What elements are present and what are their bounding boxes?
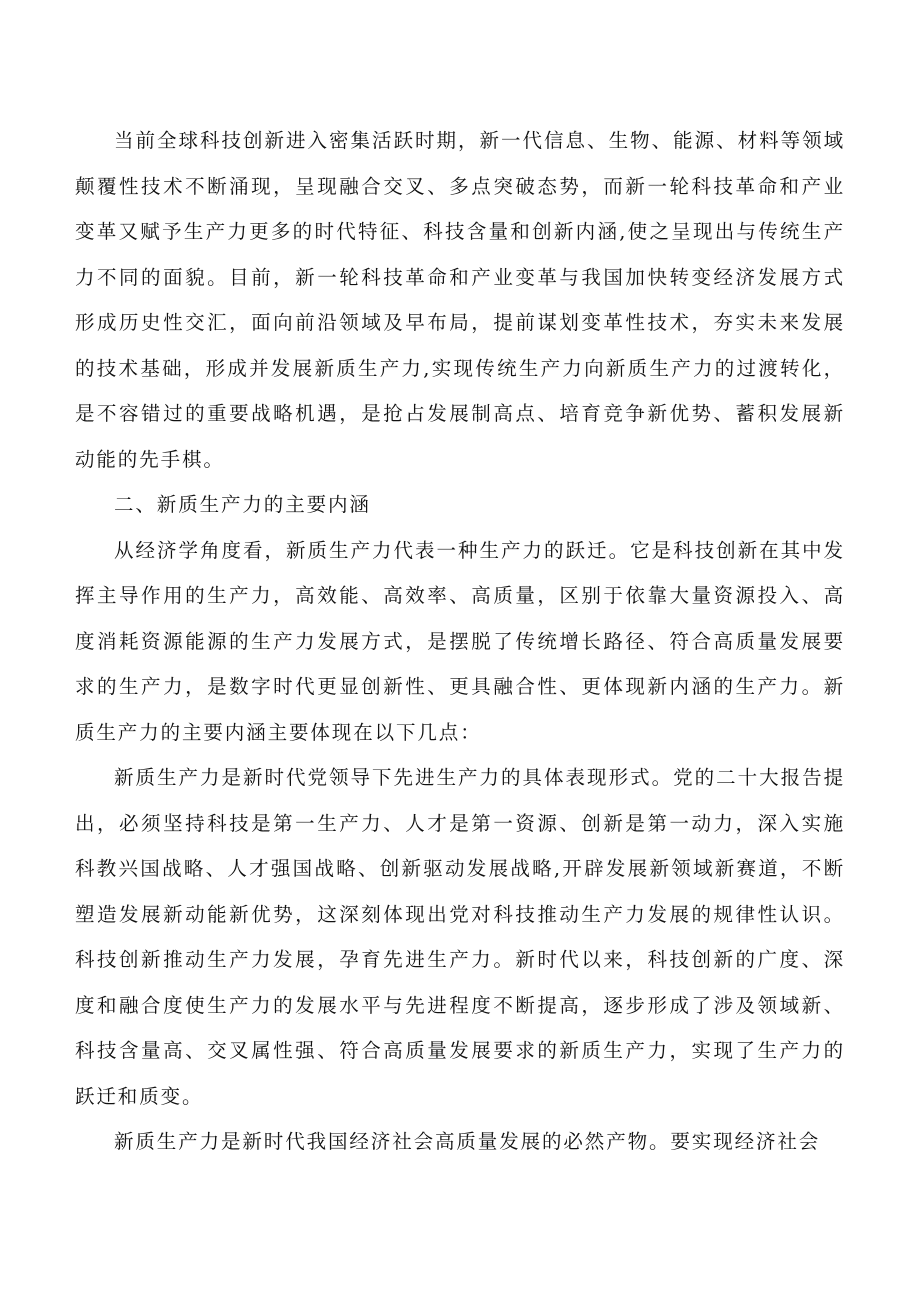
paragraph-1: 当前全球科技创新进入密集活跃时期，新一代信息、生物、能源、材料等领域颠覆性技术不断涌现，呈现融合交叉、多点突破态势，而新一轮科技革命和产业变革又赋予生产力更多的时代特征、科技含量和创新内涵,使之呈现出与传统生产力不同的面貌。目前，新一轮科技革命和产业变革与我国加快转变经济发展方式形成历史性交汇，面向前沿领域及早布局，提前谋划变革性技术，夯实未来发展的技术基础，形成并发展新质生产力,实现传统生产力向新质生产力的过渡转化，是不容错过的重要战略机遇，是抢占发展制高点、培育竞争新优势、蓄积发展新动能的先手棋。: [75, 129, 845, 471]
paragraph-4: 新质生产力是新时代我国经济社会高质量发展的必然产物。要实现经济社会: [114, 1130, 821, 1153]
paragraph-2: 从经济学角度看，新质生产力代表一种生产力的跃迁。它是科技创新在其中发挥主导作用的生产力，高效能、高效率、高质量，区别于依靠大量资源投入、高度消耗资源能源的生产力发展方式，是摆脱了传统增长路径、符合高质量发展要求的生产力，是数字时代更显创新性、更具融合性、更体现新内涵的生产力。新质生产力的主要内涵主要体现在以下几点：: [75, 538, 845, 744]
document-body: [75, 118, 845, 1165]
paragraph-3: 新质生产力是新时代党领导下先进生产力的具体表现形式。党的二十大报告提出，必须坚持科技是第一生产力、人才是第一资源、创新是第一动力，深入实施科教兴国战略、人才强国战略、创新驱动发展战略,开辟发展新领域新赛道，不断塑造发展新动能新优势，这深刻体现出党对科技推动生产力发展的规律性认识。科技创新推动生产力发展，孕育先进生产力。新时代以来，科技创新的广度、深度和融合度使生产力的发展水平与先进程度不断提高，逐步形成了涉及领域新、科技含量高、交叉属性强、符合高质量发展要求的新质生产力，实现了生产力的跃迁和质变。: [75, 766, 845, 1108]
section-heading: 二、新质生产力的主要内涵: [114, 493, 371, 516]
